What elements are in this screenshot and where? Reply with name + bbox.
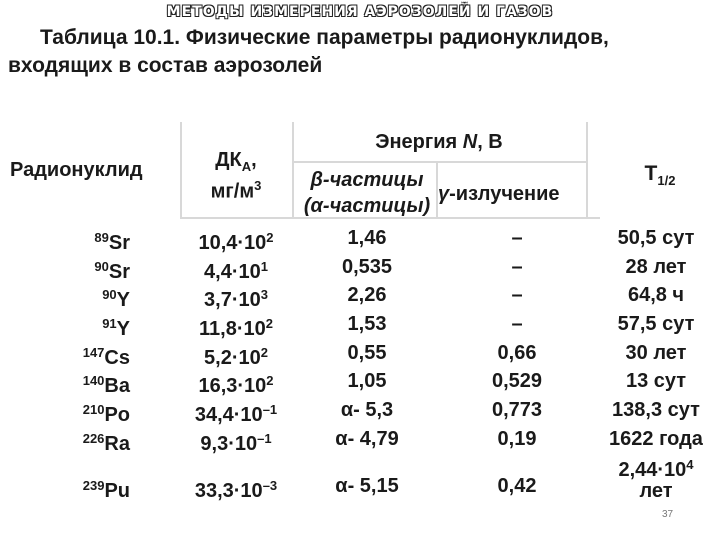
header-alpha: [292, 194, 442, 218]
nuclide-symbol: Pu: [104, 480, 130, 502]
nuclide-mass-number: 147: [82, 345, 105, 360]
nuclide-symbol: Sr: [108, 232, 130, 254]
gamma-energy-cell: [442, 341, 592, 365]
caption-text-line2: входящих в состав аэрозолей: [8, 54, 323, 77]
nuclide-cell: [40, 398, 130, 427]
gamma-energy-cell: [442, 312, 592, 336]
nuclide-mass-number: 239: [82, 478, 105, 493]
nuclide-cell: [40, 226, 130, 255]
header-alpha-label: (α-частицы): [303, 195, 431, 217]
beta-energy-cell: [292, 255, 442, 279]
dk-cell: [180, 398, 292, 427]
dk-cell: [180, 369, 292, 398]
header-half-life-label: T: [644, 162, 658, 185]
half-life-unit-cell: [592, 479, 720, 503]
beta-energy-cell: [292, 226, 442, 250]
beta-energy-value: 1,53: [347, 313, 387, 335]
beta-energy-cell: [292, 341, 442, 365]
header-energy: [292, 130, 586, 154]
beta-energy-value: 1,05: [347, 370, 387, 392]
gamma-energy-cell: [442, 474, 592, 498]
header-beta-label: β-частицы: [310, 169, 424, 191]
half-life-value: 1622 года: [609, 428, 703, 450]
nuclide-cell: [40, 283, 130, 312]
beta-energy-cell: [292, 427, 442, 451]
header-dk-comma: ,: [251, 149, 257, 171]
dk-exponent: 2: [260, 345, 268, 360]
gamma-energy-cell: [442, 427, 592, 451]
gamma-energy-value: –: [511, 313, 523, 335]
gamma-energy-value: 0,66: [497, 342, 537, 364]
beta-energy-value: 0,55: [347, 342, 387, 364]
half-life-value: 138,3 сут: [612, 399, 700, 421]
beta-energy-value: 2,26: [347, 284, 387, 306]
nuclide-cell: [40, 427, 130, 456]
nuclide-cell: [40, 341, 130, 370]
nuclide-symbol: Po: [104, 404, 130, 426]
caption-text-line1: Физические параметры радионуклидов,: [180, 26, 609, 49]
nuclide-symbol: Y: [116, 318, 130, 340]
gamma-energy-value: –: [511, 284, 523, 306]
half-life-cell: [592, 283, 720, 307]
dk-cell: [180, 312, 292, 341]
dk-value: 33,3·10: [194, 480, 263, 502]
header-half-life-sub: 1/2: [657, 173, 676, 189]
dk-exponent: 2: [265, 316, 273, 331]
header-dk-unit: [180, 174, 292, 204]
header-energy-suffix: , В: [477, 131, 503, 153]
dk-value: 3,7·10: [204, 289, 261, 311]
gamma-energy-value: 0,773: [491, 399, 543, 421]
beta-energy-value: 1,46: [347, 227, 387, 249]
nuclide-mass-number: 140: [82, 373, 105, 388]
dk-exponent: –3: [262, 478, 278, 493]
gamma-energy-value: 0,19: [497, 428, 537, 450]
dk-exponent: 2: [266, 373, 274, 388]
page-number: 37: [662, 509, 674, 520]
header-title: МЕТОДЫ ИЗМЕРЕНИЯ АЭРОЗОЛЕЙ И ГАЗОВ: [166, 4, 554, 20]
gamma-energy-cell: [442, 255, 592, 279]
header-dk-label: ДК: [215, 149, 242, 171]
header-beta: [292, 168, 442, 192]
header-radionuclide: Радионуклид: [10, 159, 143, 181]
half-life-cell: [592, 226, 720, 250]
dk-value: 10,4·10: [198, 232, 267, 254]
half-life-exponent: 4: [686, 457, 694, 472]
nuclide-mass-number: 226: [82, 431, 105, 446]
half-life-value: 64,8 ч: [627, 284, 685, 306]
dk-value: 4,4·10: [204, 261, 261, 283]
half-life-value: 50,5 сут: [617, 227, 695, 249]
half-life-cell: [592, 398, 720, 422]
half-life-cell: [592, 255, 720, 279]
gamma-energy-cell: [442, 283, 592, 307]
nuclide-symbol: Cs: [104, 347, 130, 369]
half-life-cell: [592, 369, 720, 393]
half-life-cell: [592, 312, 720, 336]
dk-cell: [180, 427, 292, 456]
header-gamma-symbol: γ: [438, 183, 450, 205]
dk-exponent: 1: [260, 259, 268, 274]
nuclide-mass-number: 90: [102, 287, 117, 302]
header-energy-n: N: [462, 131, 478, 153]
nuclide-mass-number: 91: [102, 316, 117, 331]
half-life-value: 28 лет: [625, 256, 687, 278]
nuclide-symbol: Sr: [108, 261, 130, 283]
header-half-life: [600, 162, 720, 193]
beta-energy-cell: [292, 312, 442, 336]
half-life-unit: лет: [639, 480, 673, 502]
beta-energy-value: α- 5,15: [335, 475, 399, 497]
beta-energy-value: 0,535: [341, 256, 393, 278]
header-gamma-label: -излучение: [449, 183, 560, 205]
gamma-energy-value: –: [511, 256, 523, 278]
half-life-value: 13 сут: [625, 370, 687, 392]
nuclide-symbol: Ra: [104, 433, 130, 455]
row-divider: [292, 161, 586, 163]
half-life-cell: [592, 341, 720, 365]
dk-exponent: –1: [257, 431, 272, 446]
gamma-energy-cell: [442, 226, 592, 250]
beta-energy-cell: [292, 369, 442, 393]
half-life-value: 30 лет: [625, 342, 687, 364]
nuclide-symbol: Ba: [104, 375, 130, 397]
gamma-energy-cell: [442, 369, 592, 393]
nuclide-cell: [40, 474, 130, 503]
dk-cell: [180, 226, 292, 255]
nuclide-mass-number: 90: [94, 259, 109, 274]
dk-exponent: 3: [260, 287, 268, 302]
beta-energy-value: α- 4,79: [335, 428, 399, 450]
dk-value: 11,8·10: [199, 318, 266, 340]
dk-value: 16,3·10: [198, 375, 267, 397]
nuclide-cell: [40, 312, 130, 341]
half-life-value: 57,5 сут: [617, 313, 695, 335]
half-life-cell: [592, 427, 720, 451]
dk-cell: [180, 283, 292, 312]
dk-cell: [180, 255, 292, 284]
column-divider: [586, 122, 588, 218]
half-life-cell: [592, 453, 720, 482]
dk-value: 9,3·10: [200, 433, 258, 455]
gamma-energy-cell: [442, 398, 592, 422]
dk-cell: [180, 341, 292, 370]
nuclide-cell: [40, 369, 130, 398]
gamma-energy-value: –: [511, 227, 523, 249]
header-dk-sub: А: [241, 159, 252, 174]
nuclide-cell: [40, 255, 130, 284]
beta-energy-cell: [292, 398, 442, 422]
header-dk-unit-label: мг/м: [210, 180, 255, 203]
dk-exponent: 2: [266, 230, 274, 245]
beta-energy-cell: [292, 474, 442, 498]
half-life-value: 2,44·10: [618, 459, 687, 481]
gamma-energy-value: 0,529: [491, 370, 543, 392]
dk-exponent: –1: [262, 402, 278, 417]
dk-value: 5,2·10: [204, 347, 261, 369]
caption-label: Таблица 10.1.: [40, 26, 181, 49]
beta-energy-value: α- 5,3: [340, 399, 394, 421]
header-energy-prefix: Энергия: [375, 131, 463, 153]
gamma-energy-value: 0,42: [497, 475, 537, 497]
nuclide-mass-number: 210: [82, 402, 105, 417]
dk-value: 34,4·10: [194, 404, 263, 426]
beta-energy-cell: [292, 283, 442, 307]
header-gamma: [438, 182, 560, 206]
nuclide-symbol: Y: [116, 289, 130, 311]
nuclide-mass-number: 89: [94, 230, 109, 245]
header-dk-unit-sup: 3: [254, 178, 262, 193]
dk-cell: [180, 474, 292, 503]
